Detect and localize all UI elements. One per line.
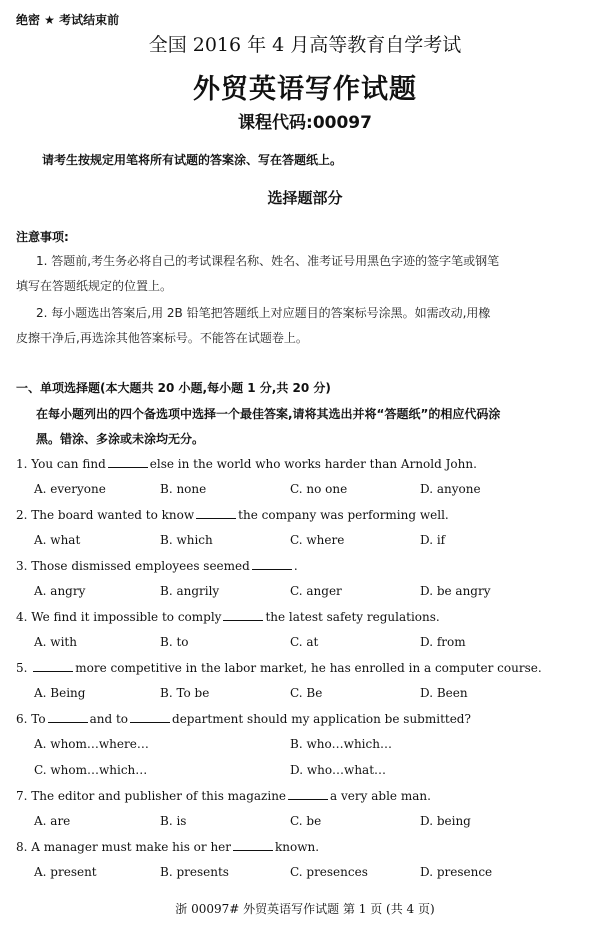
option: C. at [290,635,319,649]
answer-blank [108,457,148,468]
option: D. be angry [420,584,491,598]
option: A. Being [34,686,86,700]
option: D. from [420,635,466,649]
note-2-line-2: 皮擦干净后,再选涂其他答案标号。不能答在试题卷上。 [16,331,308,345]
course-code: 课程代码:00097 [238,113,372,133]
question-1: 1. You can find else in the world who works harder than Arnold John. [16,457,477,471]
answer-blank [48,712,88,723]
question-6: 6. To and to department should my application be submitted? [16,712,471,726]
question-3: 3. Those dismissed employees seemed . [16,559,298,573]
note-1-line-2: 填写在答题纸规定的位置上。 [16,279,173,293]
answer-blank [233,840,273,851]
part-1-title: 一、单项选择题(本大题共 20 小题,每小题 1 分,共 20 分) [16,381,331,395]
answer-blank [196,508,236,519]
option: A. everyone [34,482,106,496]
question-7: 7. The editor and publisher of this magazine a very able man. [16,789,431,803]
option: C. no one [290,482,348,496]
answer-blank [223,610,263,621]
confidential-label: 绝密 ★ 考试结束前 [16,13,120,27]
option: A. present [34,865,97,879]
note-2-line-1: 2. 每小题选出答案后,用 2B 铅笔把答题纸上对应题目的答案标号涂黑。如需改动,用橡 [36,306,491,320]
option: B. To be [160,686,210,700]
answer-blank [130,712,170,723]
part-1-desc-line-1: 在每小题列出的四个备选项中选择一个最佳答案,请将其选出并将“答题纸”的相应代码涂 [36,407,501,421]
section-title: 选择题部分 [267,189,343,207]
option: C. presences [290,865,368,879]
note-1-line-1: 1. 答题前,考生务必将自己的考试课程名称、姓名、准考证号用黑色字迹的签字笔或钢笔 [36,254,500,268]
option: B. is [160,814,187,828]
option: A. with [34,635,77,649]
option: A. angry [34,584,86,598]
option: D. being [420,814,471,828]
option: B. who…which… [290,737,392,751]
question-8: 8. A manager must make his or her known. [16,840,320,854]
notes-title: 注意事项: [16,230,69,244]
option: A. what [34,533,81,547]
question-2: 2. The board wanted to know the company was performing well. [16,508,449,522]
option: A. whom…where… [34,737,149,751]
option: B. to [160,635,189,649]
part-1-desc-line-2: 黑。错涂、多涂或未涂均无分。 [36,432,205,446]
exam-session-line: 全国 2016 年 4 月高等教育自学考试 [148,34,462,56]
option: C. whom…which… [34,763,148,777]
answer-blank [288,789,328,800]
option: C. Be [290,686,323,700]
option: D. if [420,533,446,547]
page-footer: 浙 00097# 外贸英语写作试题 第 1 页 (共 4 页) [175,902,435,916]
question-5: 5. more competitive in the labor market, he has enrolled in a computer course. [16,661,542,675]
page-title: 外贸英语写作试题 [193,74,417,105]
answer-blank [252,559,292,570]
option: C. be [290,814,322,828]
answer-blank [33,661,73,672]
option: D. anyone [420,482,481,496]
option: C. anger [290,584,342,598]
option: B. which [160,533,213,547]
option: A. are [34,814,71,828]
option: D. presence [420,865,493,879]
option: D. Been [420,686,468,700]
answer-instruction: 请考生按规定用笔将所有试题的答案涂、写在答题纸上。 [42,153,343,167]
question-4: 4. We find it impossible to comply the latest safety regulations. [16,610,440,624]
option: C. where [290,533,345,547]
option: B. angrily [160,584,220,598]
option: B. none [160,482,207,496]
option: B. presents [160,865,229,879]
option: D. who…what… [290,763,387,777]
